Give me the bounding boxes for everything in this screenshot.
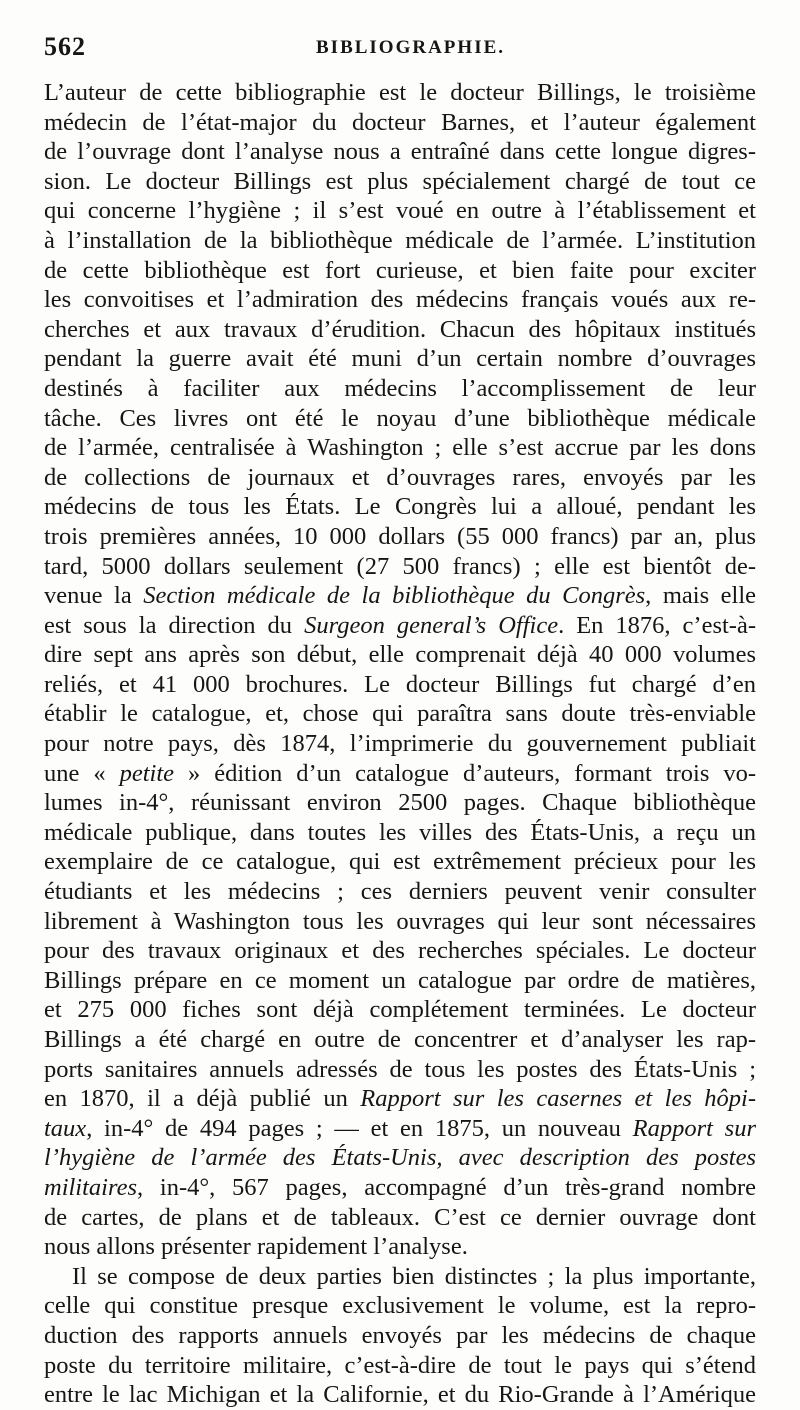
text-line — [44, 433, 756, 463]
italic-title-segment: Section médicale de la bibliothèque du Congrès — [143, 582, 646, 610]
text-line — [44, 1351, 756, 1381]
text-segment: médecins de tous les États. Le Congrès lui a alloué, pendant les — [44, 493, 756, 521]
text-segment: entre le lac Michigan et la Californie, et du Rio-Grande à l’Amérique — [44, 1381, 756, 1409]
text-line — [44, 699, 756, 729]
page-header — [44, 32, 756, 72]
text-line — [44, 1143, 756, 1173]
text-segment: pour des travaux originaux et des recherches spéciales. Le docteur — [44, 937, 756, 965]
text-segment: librement à Washington tous les ouvrages qui leur sont nécessaires — [44, 907, 756, 935]
text-segment: de cette bibliothèque est fort curieuse, et bien faite pour exciter — [44, 256, 756, 284]
text-line — [44, 847, 756, 877]
text-line — [44, 1262, 756, 1292]
text-line — [44, 1114, 756, 1144]
text-line — [44, 108, 756, 138]
text-segment: en 1870, il a déjà publié un — [44, 1085, 361, 1113]
text-line — [44, 285, 756, 315]
text-line — [44, 552, 756, 582]
text-segment: dire sept ans après son début, elle comprenait déjà 40 000 volumes — [44, 641, 756, 669]
body-text — [44, 78, 756, 1410]
text-segment: exemplaire de ce catalogue, qui est extrêmement précieux pour les — [44, 848, 756, 876]
text-line — [44, 463, 756, 493]
text-line — [44, 995, 756, 1025]
text-segment: de l’armée, centralisée à Washington ; elle s’est accrue par les dons — [44, 434, 756, 462]
text-line — [44, 1380, 756, 1410]
text-segment: lumes in-4°, réunissant environ 2500 pages. Chaque bibliothèque — [44, 789, 756, 817]
text-segment: tard, 5000 dollars seulement (27 500 francs) ; elle est bientôt de- — [44, 552, 756, 580]
text-line — [44, 877, 756, 907]
text-line — [44, 78, 756, 108]
text-segment: est sous la direction du — [44, 611, 305, 639]
text-line — [44, 344, 756, 374]
text-segment: Billings a été chargé en outre de concentrer et d’analyser les rap- — [44, 1026, 756, 1053]
text-segment: , mais elle — [645, 582, 756, 610]
text-segment: médecin de l’état-major du docteur Barnes, et l’auteur également — [44, 108, 756, 136]
text-segment: établir le catalogue, et, chose qui paraîtra sans doute très-enviable — [44, 700, 756, 728]
text-line — [44, 966, 756, 996]
italic-title-segment: taux — [44, 1114, 87, 1142]
text-segment: pour notre pays, dès 1874, l’imprimerie du gouvernement publiait — [44, 730, 756, 758]
text-line — [44, 1232, 756, 1262]
italic-title-segment: Rapport sur — [632, 1114, 756, 1142]
text-line — [44, 759, 756, 789]
text-line — [44, 907, 756, 937]
text-segment: tâche. Ces livres ont été le noyau d’une bibliothèque médicale — [44, 404, 756, 432]
text-segment: » édition d’un catalogue d’auteurs, formant trois vo- — [174, 759, 756, 787]
page-number: 562 — [44, 32, 86, 61]
text-segment: reliés, et 41 000 brochures. Le docteur Billings fut chargé d’en — [44, 670, 756, 698]
text-line — [44, 729, 756, 759]
text-segment: une « — [44, 759, 120, 787]
text-segment: médicale publique, dans toutes les villes des États-Unis, a reçu un — [44, 818, 756, 846]
text-line — [44, 1025, 756, 1055]
text-segment: venue la — [44, 582, 144, 610]
text-segment: celle qui constitue presque exclusivement le volume, est la repro- — [44, 1292, 756, 1320]
text-segment: poste du territoire militaire, c’est-à-dire de tout le pays qui s’étend — [44, 1351, 756, 1379]
text-segment: de collections de journaux et d’ouvrages rares, envoyés par les — [44, 463, 756, 491]
text-line — [44, 522, 756, 552]
text-segment: de cartes, de plans et de tableaux. C’est ce dernier ouvrage dont — [44, 1203, 756, 1231]
text-line — [44, 818, 756, 848]
text-line — [44, 1321, 756, 1351]
text-segment: , in-4° de 494 pages ; — et en 1875, un nouveau — [86, 1114, 633, 1142]
text-segment: trois premières années, 10 000 dollars (55 000 francs) par an, plus — [44, 522, 756, 550]
text-segment: . En 1876, c’est-à- — [558, 611, 756, 639]
italic-title-segment: l’hygiène de l’armée des États-Unis, avec description des postes — [44, 1144, 756, 1172]
text-line — [44, 1203, 756, 1233]
text-line — [44, 167, 756, 197]
text-line — [44, 374, 756, 404]
text-line — [44, 1173, 756, 1203]
text-segment: étudiants et les médecins ; ces derniers peuvent venir consulter — [44, 878, 756, 906]
text-line — [44, 1084, 756, 1114]
text-segment: de l’ouvrage dont l’analyse nous a entraîné dans cette longue digres- — [44, 138, 756, 166]
text-segment: et 275 000 fiches sont déjà complétement terminées. Le docteur — [44, 996, 756, 1024]
text-line — [44, 1055, 756, 1085]
text-line — [44, 936, 756, 966]
text-line — [44, 788, 756, 818]
italic-title-segment: petite — [119, 759, 175, 787]
text-line — [44, 196, 756, 226]
text-segment: les convoitises et l’admiration des médecins français voués aux re- — [44, 286, 756, 314]
text-segment: , in-4°, 567 pages, accompagné d’un très-grand nombre — [137, 1173, 756, 1201]
text-line — [44, 611, 756, 641]
text-line — [44, 581, 756, 611]
text-segment: ports sanitaires annuels adressés de tous les postes des États-Unis ; — [44, 1055, 756, 1083]
running-head: BIBLIOGRAPHIE. — [316, 37, 506, 58]
text-segment: à l’installation de la bibliothèque médicale de l’armée. L’institution — [44, 226, 756, 254]
text-segment: destinés à faciliter aux médecins l’accomplissement de leur — [44, 374, 756, 402]
text-line — [44, 137, 756, 167]
text-line — [44, 226, 756, 256]
text-segment: pendant la guerre avait été muni d’un certain nombre d’ouvrages — [44, 345, 756, 373]
text-line — [44, 256, 756, 286]
italic-title-segment: Rapport sur les casernes et les hôpi- — [360, 1085, 756, 1113]
text-segment: qui concerne l’hygiène ; il s’est voué en outre à l’établissement et — [44, 197, 756, 225]
text-segment: L’auteur de cette bibliographie est le docteur Billings, le troisième — [44, 79, 756, 106]
text-line — [44, 1291, 756, 1321]
text-line — [44, 404, 756, 434]
italic-title-segment: militaires — [44, 1173, 138, 1201]
text-line — [44, 670, 756, 700]
text-segment: sion. Le docteur Billings est plus spécialement chargé de tout ce — [44, 167, 756, 195]
text-line — [44, 640, 756, 670]
text-line — [44, 492, 756, 522]
text-line — [44, 315, 756, 345]
text-segment: cherches et aux travaux d’érudition. Chacun des hôpitaux institués — [44, 315, 756, 343]
text-segment: Billings prépare en ce moment un catalogue par ordre de matières, — [44, 966, 756, 994]
text-segment: duction des rapports annuels envoyés par les médecins de chaque — [44, 1321, 756, 1349]
text-segment: Il se compose de deux parties bien distinctes ; la plus importante, — [72, 1262, 756, 1290]
text-segment: nous allons présenter rapidement l’analyse. — [44, 1233, 468, 1261]
italic-title-segment: Surgeon general’s Office — [304, 611, 559, 639]
